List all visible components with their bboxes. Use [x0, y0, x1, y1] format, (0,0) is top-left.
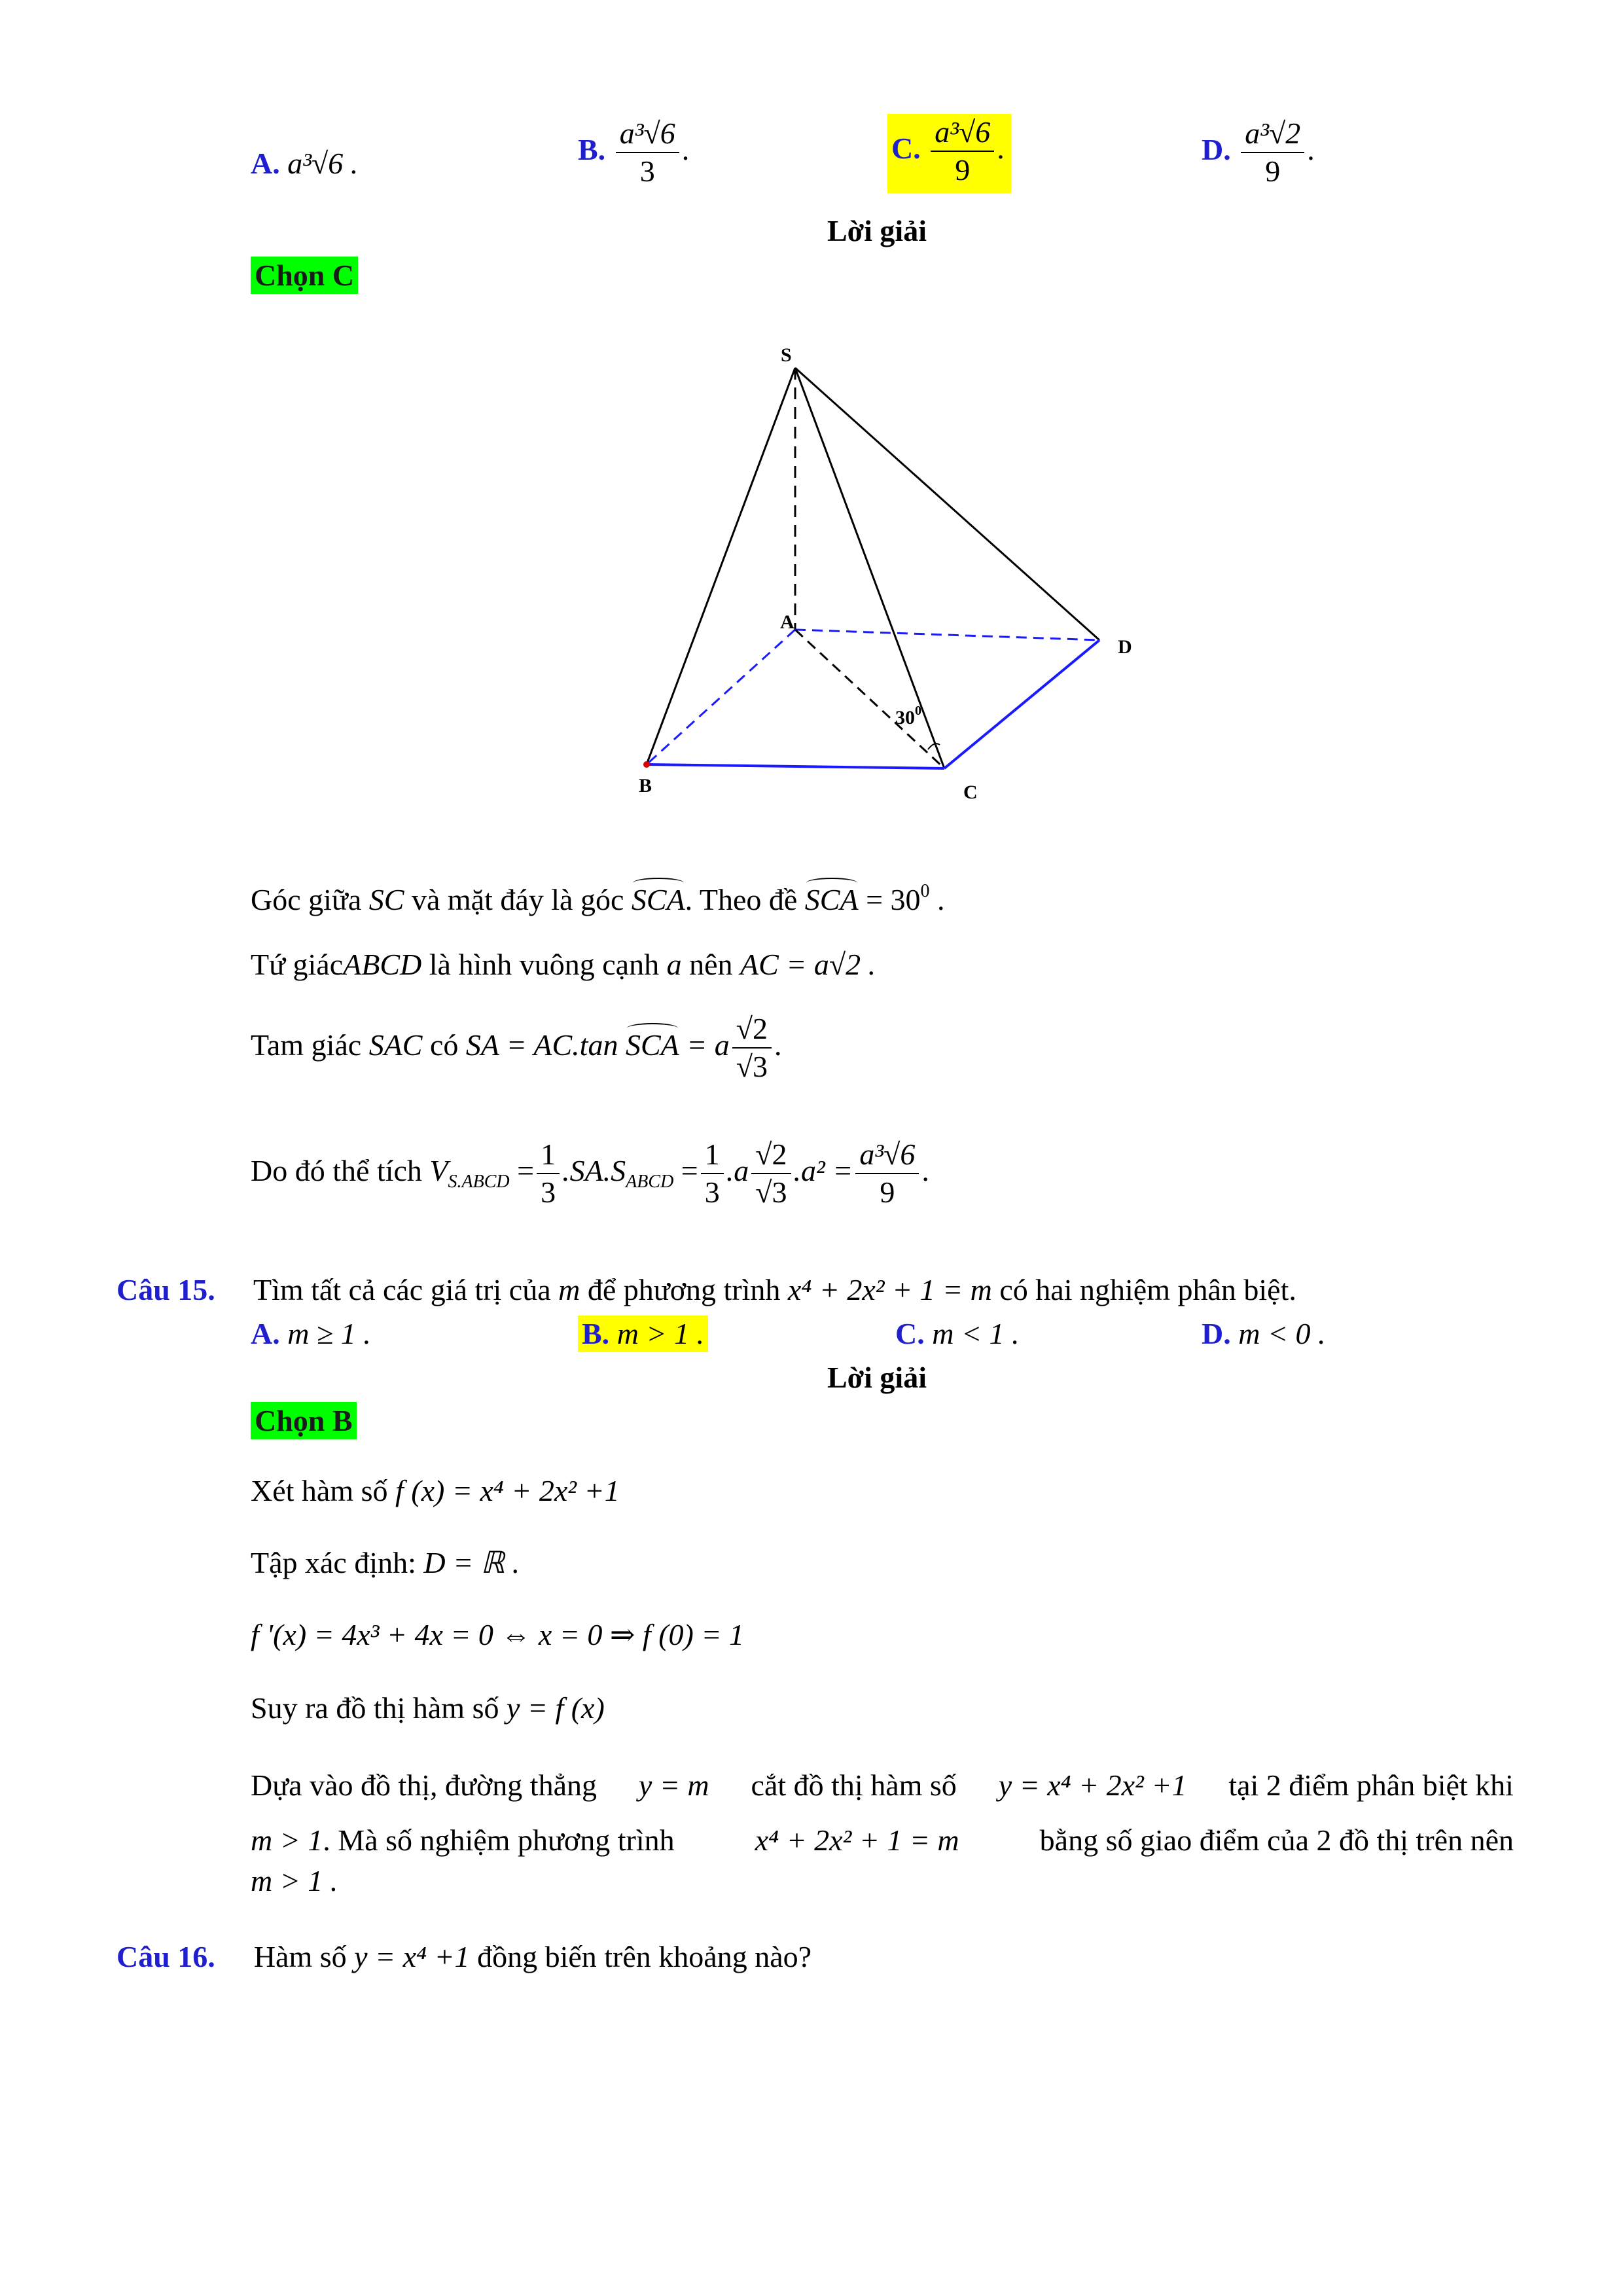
- text: nên: [689, 948, 733, 981]
- denominator: 3: [639, 154, 655, 188]
- denominator: 9: [1265, 154, 1281, 188]
- question-text: Tìm tất cả các giá trị của: [253, 1273, 551, 1306]
- angle-sca: SCA: [632, 882, 685, 918]
- denominator: 3: [541, 1175, 556, 1210]
- text: .: [774, 1028, 782, 1062]
- choice-tail: .: [681, 132, 690, 166]
- denominator: √3: [755, 1175, 787, 1210]
- choice-value: m < 1 .: [932, 1317, 1020, 1350]
- q15-step-4: [251, 1690, 605, 1727]
- numerator: a³√6: [855, 1139, 919, 1174]
- numerator: a³√2: [1241, 118, 1304, 153]
- text: Suy ra đồ thị hàm số: [251, 1691, 499, 1725]
- choice-label: D.: [1202, 1317, 1231, 1350]
- denominator: 9: [955, 153, 971, 187]
- q15-question: [116, 1272, 1296, 1308]
- choice-label: B.: [582, 1317, 610, 1350]
- degree-sup: 0: [920, 881, 930, 901]
- question-number: Câu 15.: [116, 1273, 215, 1306]
- text: Dựa vào đồ thị, đường thẳng: [251, 1768, 597, 1802]
- question-text: có hai nghiệm phân biệt.: [999, 1273, 1296, 1306]
- formula: = a: [687, 1028, 730, 1062]
- function: y = x⁴ + 2x² +1: [998, 1768, 1187, 1802]
- edge-ad: [795, 630, 1099, 640]
- numerator: a³√6: [931, 117, 994, 152]
- angle-value: = 30: [866, 883, 921, 916]
- equals: =: [681, 1153, 698, 1187]
- q15-step-6: [251, 1822, 1514, 1859]
- q14-line-1: [251, 873, 945, 918]
- numerator: √2: [751, 1139, 791, 1174]
- variable-m: m: [558, 1273, 580, 1306]
- angle-degree: 0: [915, 704, 921, 718]
- angle-sca: SCA: [805, 882, 859, 918]
- question-text: Hàm số: [253, 1940, 347, 1973]
- q15-choice-d[interactable]: [1202, 1316, 1326, 1352]
- q15-choice-c[interactable]: [895, 1316, 1020, 1352]
- vertex-label-c: C: [963, 781, 978, 803]
- edge-sc: [795, 368, 944, 768]
- text: và mặt đáy là góc: [411, 883, 624, 916]
- denominator: √3: [736, 1050, 768, 1084]
- q15-solution-title: Lời giải: [827, 1361, 927, 1394]
- numerator: a³√6: [616, 118, 679, 153]
- choice-label: A.: [251, 1317, 280, 1350]
- numerator: √2: [732, 1013, 772, 1049]
- triangle-sac: SAC: [368, 1028, 423, 1062]
- text: . Theo đề: [685, 883, 798, 916]
- question-text: để phương trình: [587, 1273, 781, 1306]
- q15-chosen-answer: Chọn B: [251, 1402, 357, 1439]
- text: . Mà số nghiệm phương trình: [323, 1823, 675, 1857]
- q15-step-1: [251, 1473, 620, 1509]
- angle-sca: SCA: [626, 1027, 679, 1064]
- fraction: [701, 1139, 724, 1209]
- text: .: [921, 1153, 929, 1187]
- q15-step-7: m > 1 .: [251, 1864, 338, 1897]
- function: f (x) = x⁴ + 2x² +1: [395, 1474, 620, 1507]
- angle-value: 30: [895, 707, 915, 728]
- fraction: [732, 1013, 772, 1083]
- fraction: [751, 1139, 791, 1209]
- edge-sd: [795, 368, 1099, 640]
- text: bằng số giao điểm của 2 đồ thị trên nên: [1039, 1823, 1514, 1857]
- q14-choice-b[interactable]: [578, 118, 689, 188]
- formula: SA = AC.tan: [465, 1028, 618, 1062]
- vertex-label-s: S: [781, 344, 792, 366]
- function: y = x⁴ +1: [354, 1940, 470, 1973]
- text: là hình vuông cạnh: [429, 948, 660, 981]
- square-abcd: ABCD: [343, 948, 422, 981]
- denominator: 9: [880, 1175, 895, 1210]
- choice-value: a³√6 .: [287, 147, 359, 180]
- fraction: [537, 1139, 560, 1209]
- edge-cd: [944, 640, 1099, 768]
- equation: x⁴ + 2x² + 1 = m: [755, 1823, 959, 1857]
- function: y = f (x): [506, 1691, 605, 1725]
- choice-value: m < 0 .: [1238, 1317, 1326, 1350]
- vertex-label-a: A: [780, 611, 794, 633]
- text: cắt đồ thị hàm số: [751, 1768, 957, 1802]
- choice-tail: .: [1307, 132, 1315, 166]
- text: có: [429, 1028, 459, 1062]
- q15-step-3: f '(x) = 4x³ + 4x = 0 ⇔ x = 0 ⇒ f (0) = 1: [251, 1618, 744, 1651]
- pyramid-figure: [615, 340, 1139, 812]
- denominator: 3: [704, 1175, 720, 1210]
- text: .: [937, 883, 945, 916]
- q15-choice-b[interactable]: [578, 1316, 708, 1352]
- text: Tập xác định:: [251, 1546, 416, 1579]
- choice-label: D.: [1202, 132, 1231, 166]
- choice-label: A.: [251, 147, 280, 180]
- text: Góc giữa: [251, 883, 362, 916]
- choice-value: m > 1 .: [616, 1317, 704, 1350]
- variable-a: a: [666, 948, 682, 981]
- condition: m > 1: [251, 1823, 323, 1857]
- subscript: S.ABCD: [448, 1171, 510, 1192]
- fraction: [616, 118, 679, 188]
- q14-choice-a[interactable]: [251, 145, 358, 182]
- q14-line-2: [251, 946, 876, 983]
- edge-ab: [647, 630, 795, 764]
- q14-line-4: [251, 1139, 929, 1209]
- question-text: đồng biến trên khoảng nào?: [477, 1940, 812, 1973]
- text: Do đó thể tích: [251, 1153, 422, 1187]
- text: tại 2 điểm phân biệt khi: [1228, 1768, 1514, 1802]
- line-equation: y = m: [638, 1768, 709, 1802]
- q15-step-5: [251, 1767, 1514, 1804]
- fraction: [1241, 118, 1304, 188]
- q14-chosen-answer: Chọn C: [251, 257, 358, 294]
- text: Tam giác: [251, 1028, 362, 1062]
- edge-bc: [647, 764, 944, 768]
- segment-sc: SC: [368, 883, 404, 916]
- text: Tứ giác: [251, 948, 344, 981]
- angle-arc: [928, 744, 940, 749]
- equation: x⁴ + 2x² + 1 = m: [787, 1273, 992, 1306]
- q15-choice-a[interactable]: [251, 1316, 371, 1352]
- formula-ac: AC = a√2 .: [740, 948, 876, 981]
- numerator: 1: [537, 1139, 560, 1174]
- point-b-marker: [643, 761, 650, 768]
- edge-sb: [647, 368, 795, 764]
- choice-label: C.: [895, 1317, 925, 1350]
- volume-symbol: V: [429, 1153, 448, 1187]
- fraction: [855, 1139, 919, 1209]
- q14-choice-d[interactable]: [1202, 118, 1315, 188]
- formula: .a² =: [793, 1153, 853, 1187]
- angle-label: [895, 704, 921, 728]
- q15-step-2: [251, 1545, 520, 1581]
- domain: D = ℝ .: [423, 1546, 520, 1579]
- fraction: [931, 117, 994, 187]
- q16-question: [116, 1939, 812, 1975]
- text: Xét hàm số: [251, 1474, 388, 1507]
- q14-line-3: [251, 1013, 782, 1083]
- subscript: ABCD: [626, 1171, 674, 1192]
- question-number: Câu 16.: [116, 1940, 215, 1973]
- choice-value: m ≥ 1 .: [287, 1317, 371, 1350]
- choice-tail: .: [997, 131, 1005, 165]
- choice-label: B.: [578, 132, 606, 166]
- vertex-label-d: D: [1118, 636, 1132, 658]
- equals: =: [517, 1153, 535, 1187]
- q14-solution-title: Lời giải: [827, 214, 927, 247]
- formula: .a: [726, 1153, 749, 1187]
- numerator: 1: [701, 1139, 724, 1174]
- q14-choice-c[interactable]: [887, 114, 1011, 193]
- vertex-label-b: B: [639, 775, 652, 797]
- diagonal-ac: [795, 630, 944, 768]
- choice-label: C.: [891, 131, 921, 165]
- formula: .SA.S: [562, 1153, 626, 1187]
